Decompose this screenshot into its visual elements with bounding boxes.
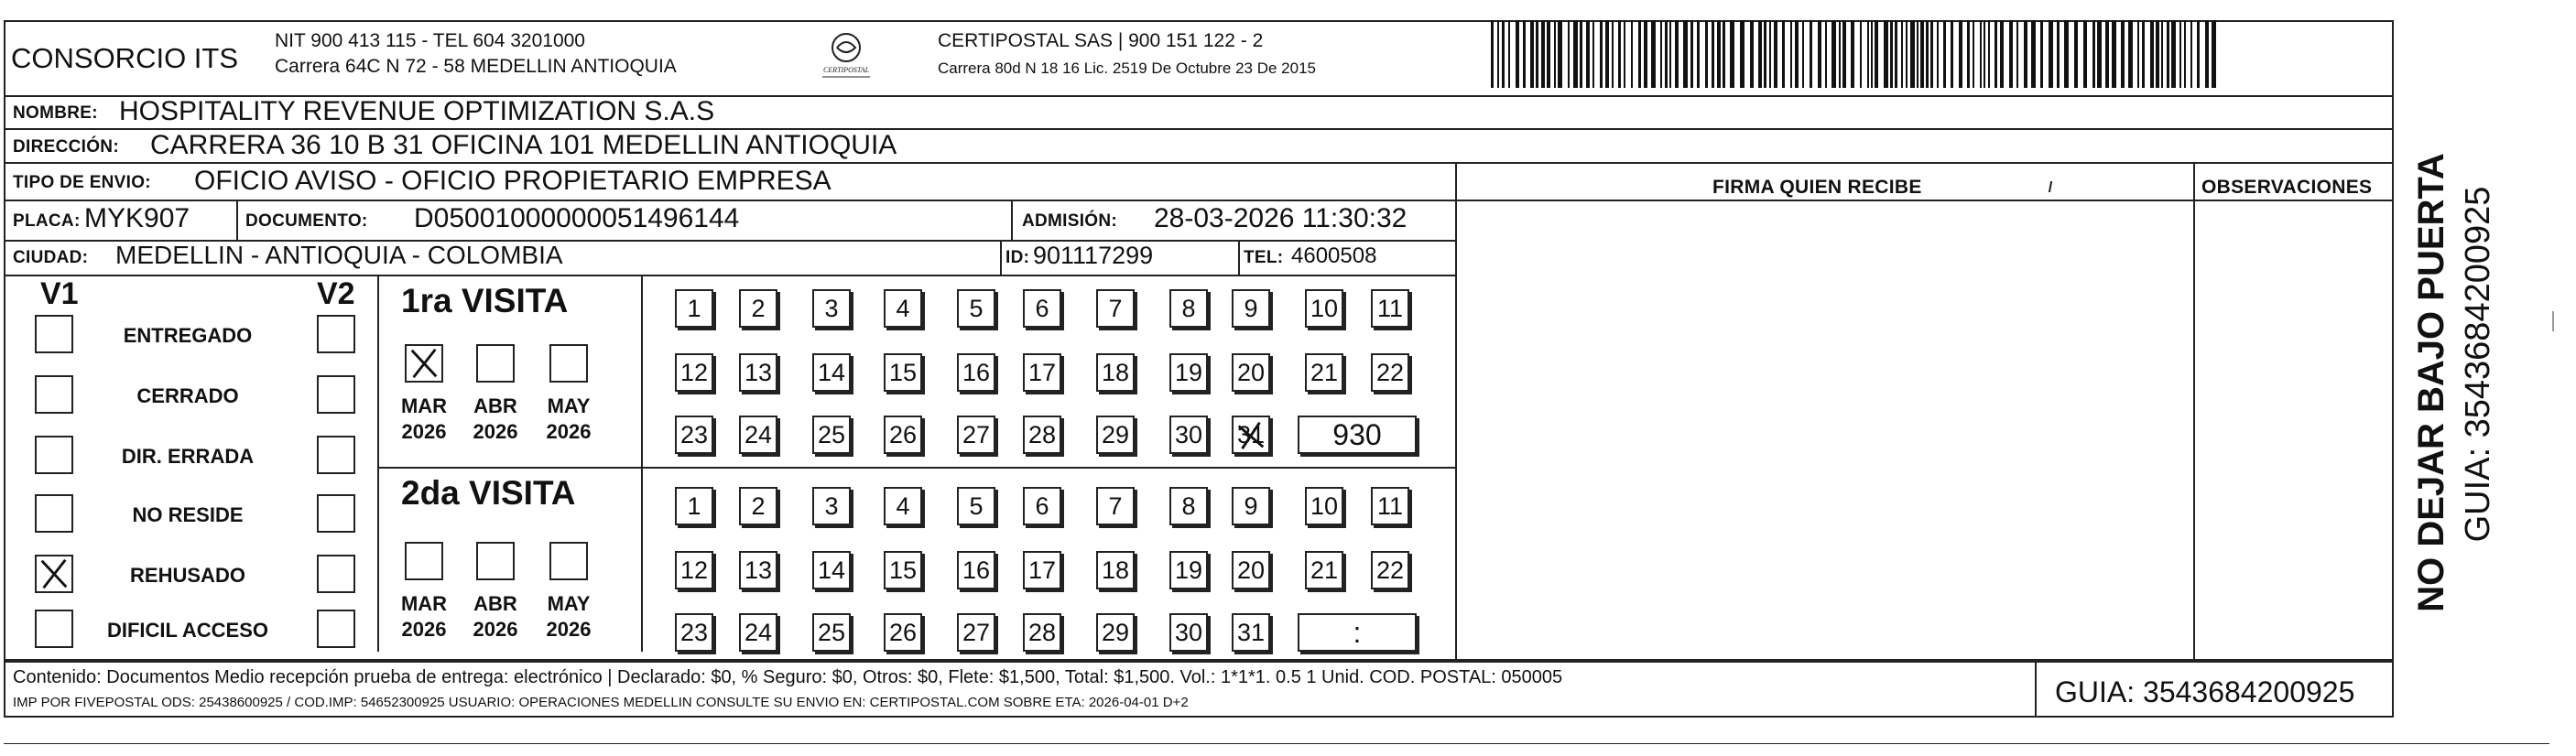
tipo-envio-value: OFICIO AVISO - OFICIO PROPIETARIO EMPRESA: [194, 166, 831, 196]
status-v1-checkbox[interactable]: [35, 436, 73, 474]
id-value: 901117299: [1033, 242, 1154, 269]
status-label: CERRADO: [136, 384, 239, 407]
status-v1-checkbox[interactable]: [35, 555, 73, 593]
first-visit-day-box[interactable]: 24: [739, 416, 777, 454]
ciudad-value: MEDELLIN - ANTIOQUIA - COLOMBIA: [115, 241, 563, 269]
second-visit-day-box[interactable]: 17: [1023, 551, 1061, 589]
first-visit-day-box[interactable]: 22: [1371, 353, 1409, 392]
second-visit-month-label: MAR: [400, 592, 448, 615]
second-visit-day-box[interactable]: 6: [1023, 487, 1061, 525]
first-visit-day-box[interactable]: 11: [1371, 289, 1409, 328]
second-visit-month-checkbox[interactable]: [549, 542, 588, 580]
tel-label: TEL:: [1244, 248, 1284, 267]
second-visit-day-box[interactable]: 10: [1305, 487, 1343, 525]
id-label: ID:: [1005, 248, 1030, 267]
second-visit-day-box[interactable]: 4: [884, 487, 922, 525]
first-visit-month-label: MAR: [400, 394, 448, 417]
first-visit-day-box[interactable]: 6: [1023, 289, 1061, 328]
status-v2-checkbox[interactable]: [317, 375, 355, 414]
second-visit-day-box[interactable]: 7: [1096, 487, 1135, 525]
second-visit-time-box[interactable]: :: [1298, 613, 1417, 652]
first-visit-day-box[interactable]: 17: [1023, 353, 1061, 392]
documento-value: D05001000000051496144: [414, 203, 740, 233]
first-visit-year-label: 2026: [401, 420, 447, 443]
second-visit-day-box[interactable]: 22: [1371, 551, 1409, 589]
status-label: DIR. ERRADA: [121, 445, 255, 468]
second-visit-day-box[interactable]: 29: [1096, 613, 1135, 652]
first-visit-time-box[interactable]: 930: [1298, 416, 1417, 454]
second-visit-day-box[interactable]: 18: [1096, 551, 1135, 589]
side-warning: NO DEJAR BAJO PUERTA: [2411, 153, 2451, 612]
first-visit-day-box[interactable]: 7: [1096, 289, 1135, 328]
second-visit-day-box[interactable]: 16: [957, 551, 995, 589]
guia-box-text: GUIA: 3543684200925: [2055, 675, 2355, 708]
first-visit-day-box[interactable]: 27: [957, 416, 995, 454]
carrier-line-2: Carrera 80d N 18 16 Lic. 2519 De Octubre 23 De 2015: [938, 59, 1316, 77]
tel-value: 4600508: [1291, 243, 1377, 268]
second-visit-day-box[interactable]: 5: [957, 487, 995, 525]
first-visit-day-box[interactable]: 28: [1023, 416, 1061, 454]
first-visit-day-box[interactable]: 14: [812, 353, 851, 392]
certipostal-logo: [813, 29, 879, 82]
direccion-value: CARRERA 36 10 B 31 OFICINA 101 MEDELLIN ANTIOQUIA: [150, 130, 897, 160]
svg-text:CERTIPOSTAL: CERTIPOSTAL: [822, 66, 870, 74]
first-visit-day-box[interactable]: 9: [1232, 289, 1270, 328]
first-visit-year-label: 2026: [546, 420, 592, 443]
first-visit-label: 1ra VISITA: [401, 282, 569, 319]
status-v2-checkbox[interactable]: [317, 555, 355, 593]
barcode: [1491, 20, 2222, 88]
second-visit-day-box[interactable]: 8: [1169, 487, 1208, 525]
v1-label: V1: [40, 276, 79, 311]
contenido-text: Contenido: Documentos Medio recepción prueba de entrega: electrónico | Declarado: $0, % Seguro: $0, Otros: $0, Flete: $1,500, Total: $1,500. Vol.: 1*1*1. 0.5 1 Unid. COD. POSTAL: 050005: [13, 667, 1563, 687]
status-label: DIFICIL ACCESO: [106, 619, 269, 642]
first-visit-day-box[interactable]: 3: [812, 289, 851, 328]
imp-text: IMP POR FIVEPOSTAL ODS: 25438600925 / COD.IMP: 54652300925 USUARIO: OPERACIONES MEDELLIN CONSULTE SU ENVIO EN: CERTIPOSTAL.COM SOBRE ETA: 2026-04-01 D+2: [13, 695, 1189, 710]
second-visit-day-box[interactable]: 3: [812, 487, 851, 525]
company-line-2: Carrera 64C N 72 - 58 MEDELLIN ANTIOQUIA: [275, 56, 677, 77]
second-visit-day-box[interactable]: 2: [739, 487, 777, 525]
ciudad-label: CIUDAD:: [13, 248, 89, 267]
second-visit-day-box[interactable]: 26: [884, 613, 922, 652]
second-visit-day-box[interactable]: 31: [1232, 613, 1270, 652]
margin-mark: [2552, 311, 2554, 331]
first-visit-year-label: 2026: [473, 420, 518, 443]
second-visit-month-checkbox[interactable]: [405, 542, 443, 580]
company-name: CONSORCIO ITS: [11, 42, 239, 74]
documento-label: DOCUMENTO:: [245, 211, 368, 231]
first-visit-day-box[interactable]: 18: [1096, 353, 1135, 392]
first-visit-day-box[interactable]: 26: [884, 416, 922, 454]
status-v1-checkbox[interactable]: [35, 315, 73, 353]
second-visit-day-box[interactable]: 1: [675, 487, 713, 525]
placa-value: MYK907: [84, 203, 190, 233]
second-visit-day-box[interactable]: 13: [739, 551, 777, 589]
status-v1-checkbox[interactable]: [35, 610, 73, 648]
second-visit-day-box[interactable]: 24: [739, 613, 777, 652]
first-visit-month-label: ABR: [473, 394, 517, 417]
first-visit-day-box[interactable]: 29: [1096, 416, 1135, 454]
bottom-rule: [4, 743, 2549, 744]
first-visit-month-checkbox[interactable]: [405, 344, 443, 383]
first-visit-day-box[interactable]: 19: [1169, 353, 1208, 392]
first-visit-day-box[interactable]: 4: [884, 289, 922, 328]
placa-label: PLACA:: [13, 211, 81, 231]
first-visit-day-box[interactable]: 13: [739, 353, 777, 392]
second-visit-day-box[interactable]: 28: [1023, 613, 1061, 652]
admision-value: 28-03-2026 11:30:32: [1154, 203, 1408, 233]
second-visit-day-box[interactable]: 15: [884, 551, 922, 589]
second-visit-day-box[interactable]: 14: [812, 551, 851, 589]
first-visit-day-box[interactable]: 25: [812, 416, 851, 454]
status-label: REHUSADO: [130, 564, 245, 587]
second-visit-day-box[interactable]: 19: [1169, 551, 1208, 589]
second-visit-day-box[interactable]: 23: [675, 613, 713, 652]
first-visit-month-checkbox[interactable]: [549, 344, 588, 383]
second-visit-day-box[interactable]: 25: [812, 613, 851, 652]
admision-label: ADMISIÓN:: [1022, 211, 1118, 231]
first-visit-day-box[interactable]: 30: [1169, 416, 1208, 454]
second-visit-month-label: MAY: [547, 592, 591, 615]
first-visit-day-box[interactable]: 16: [957, 353, 995, 392]
first-visit-day-box[interactable]: 8: [1169, 289, 1208, 328]
first-visit-day-box[interactable]: 23: [675, 416, 713, 454]
nombre-value: HOSPITALITY REVENUE OPTIMIZATION S.A.S: [119, 96, 715, 126]
second-visit-day-box[interactable]: 12: [675, 551, 713, 589]
first-visit-month-checkbox[interactable]: [476, 344, 515, 383]
status-label: NO RESIDE: [132, 503, 244, 526]
first-visit-day-box[interactable]: 20: [1232, 353, 1270, 392]
firma-label: FIRMA QUIEN RECIBE: [1712, 177, 1922, 198]
observaciones-label: OBSERVACIONES: [2201, 177, 2373, 198]
first-visit-day-box[interactable]: 31: [1232, 416, 1270, 454]
first-visit-month-label: MAY: [547, 394, 591, 417]
second-visit-day-box[interactable]: 9: [1232, 487, 1270, 525]
second-visit-day-box[interactable]: 11: [1371, 487, 1409, 525]
second-visit-year-label: 2026: [546, 618, 592, 641]
side-guia: GUIA: 3543684200925: [2459, 186, 2497, 543]
status-v2-checkbox[interactable]: [317, 315, 355, 353]
first-visit-day-box[interactable]: 5: [957, 289, 995, 328]
status-label: ENTREGADO: [123, 324, 253, 347]
status-v2-checkbox[interactable]: [317, 436, 355, 474]
first-visit-day-box[interactable]: 1: [675, 289, 713, 328]
second-visit-day-box[interactable]: 27: [957, 613, 995, 652]
status-v2-checkbox[interactable]: [317, 494, 355, 533]
second-visit-label: 2da VISITA: [401, 474, 576, 512]
first-visit-day-box[interactable]: 21: [1305, 353, 1343, 392]
nombre-label: NOMBRE:: [13, 103, 98, 123]
second-visit-day-box[interactable]: 21: [1305, 551, 1343, 589]
tipo-envio-label: TIPO DE ENVIO:: [13, 173, 151, 192]
first-visit-day-box[interactable]: 2: [739, 289, 777, 328]
company-line-1: NIT 900 413 115 - TEL 604 3201000: [275, 30, 585, 51]
first-visit-day-box[interactable]: 12: [675, 353, 713, 392]
second-visit-day-box[interactable]: 20: [1232, 551, 1270, 589]
second-visit-year-label: 2026: [473, 618, 518, 641]
second-visit-month-label: ABR: [473, 592, 517, 615]
status-v2-checkbox[interactable]: [317, 610, 355, 648]
second-visit-day-box[interactable]: 30: [1169, 613, 1208, 652]
first-visit-day-box[interactable]: 15: [884, 353, 922, 392]
second-visit-month-checkbox[interactable]: [476, 542, 515, 580]
status-v1-checkbox[interactable]: [35, 494, 73, 533]
firma-mark: ı: [2048, 174, 2054, 197]
second-visit-year-label: 2026: [401, 618, 447, 641]
carrier-line-1: CERTIPOSTAL SAS | 900 151 122 - 2: [938, 30, 1264, 51]
first-visit-day-box[interactable]: 10: [1305, 289, 1343, 328]
status-v1-checkbox[interactable]: [35, 375, 73, 414]
direccion-label: DIRECCIÓN:: [13, 137, 119, 157]
v2-label: V2: [317, 276, 355, 311]
